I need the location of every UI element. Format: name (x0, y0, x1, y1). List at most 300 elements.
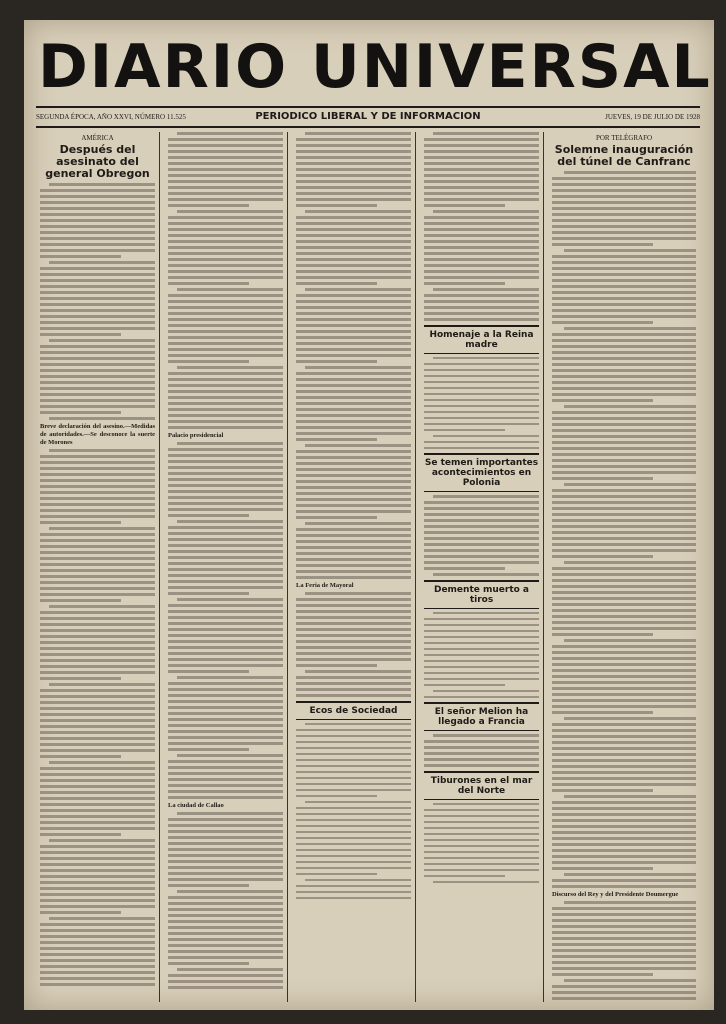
text-line (177, 812, 283, 815)
text-line (424, 549, 539, 552)
text-line (40, 593, 155, 596)
text-line (296, 480, 411, 483)
text-line (552, 783, 696, 786)
text-line (168, 980, 283, 983)
text-line (49, 527, 155, 530)
text-line (168, 902, 283, 905)
text-line (296, 324, 411, 327)
text-line (424, 758, 539, 761)
text-line (552, 423, 696, 426)
text-line (424, 875, 505, 878)
text-line (168, 824, 283, 827)
text-line (424, 192, 539, 195)
text-line (424, 531, 539, 534)
article-headline: El señor Melion ha llegado a Francia (424, 702, 539, 731)
text-line (168, 336, 283, 339)
text-line (168, 144, 283, 147)
text-line (552, 489, 696, 492)
text-line (40, 387, 155, 390)
text-line (168, 216, 283, 219)
text-line (168, 174, 283, 177)
text-line (296, 402, 411, 405)
text-line (168, 544, 283, 547)
text-line (296, 570, 411, 573)
text-line (424, 501, 539, 504)
text-line (40, 629, 155, 632)
text-line (168, 426, 283, 429)
text-line (40, 381, 155, 384)
text-line (296, 735, 411, 738)
text-line (40, 467, 155, 470)
text-line (40, 671, 155, 674)
text-line (40, 899, 155, 902)
text-line (168, 138, 283, 141)
text-line (296, 813, 411, 816)
text-line (296, 186, 411, 189)
text-line (168, 742, 283, 745)
text-line (296, 378, 411, 381)
text-line (168, 408, 283, 411)
text-line (552, 465, 696, 468)
text-line (168, 192, 283, 195)
text-line (433, 612, 539, 615)
text-line (40, 785, 155, 788)
text-line (424, 375, 539, 378)
text-line (40, 599, 121, 602)
text-line (168, 282, 249, 285)
text-line (296, 897, 411, 900)
text-line (424, 684, 505, 687)
text-line (564, 249, 696, 252)
text-line (40, 713, 155, 716)
text-line (552, 687, 696, 690)
text-line (424, 839, 539, 842)
text-line (552, 267, 696, 270)
text-line (49, 183, 155, 186)
text-line (305, 801, 411, 804)
text-line (168, 234, 283, 237)
text-line (424, 246, 539, 249)
text-line (552, 913, 696, 916)
text-line (168, 730, 283, 733)
text-line (168, 920, 283, 923)
text-line (552, 711, 653, 714)
text-line (40, 321, 155, 324)
text-line (168, 908, 283, 911)
text-line (552, 351, 696, 354)
text-line (552, 585, 696, 588)
text-line (305, 723, 411, 726)
text-line (296, 222, 411, 225)
text-line (552, 729, 696, 732)
text-line (40, 845, 155, 848)
text-line (552, 225, 696, 228)
text-line (552, 651, 696, 654)
text-line (40, 809, 155, 812)
text-line (40, 249, 155, 252)
text-line (296, 616, 411, 619)
text-line (552, 363, 696, 366)
text-line (296, 162, 411, 165)
text-line (40, 851, 155, 854)
text-line (296, 622, 411, 625)
article-subheading: Discurso del Rey y del Presidente Doumergue (552, 891, 679, 898)
text-line (40, 947, 155, 950)
text-line (168, 568, 283, 571)
text-line (40, 363, 155, 366)
text-line (424, 863, 539, 866)
text-line (40, 653, 155, 656)
text-line (296, 240, 411, 243)
text-line (40, 905, 155, 908)
text-line (424, 752, 539, 755)
text-line (40, 953, 155, 956)
text-line (552, 207, 696, 210)
text-line (424, 228, 539, 231)
text-line (40, 767, 155, 770)
text-line (40, 719, 155, 722)
text-line (424, 294, 539, 297)
article-body-text (40, 449, 155, 986)
text-line (168, 156, 283, 159)
text-line (168, 150, 283, 153)
text-line (40, 315, 155, 318)
text-line (424, 174, 539, 177)
text-line (552, 279, 696, 282)
text-line (168, 562, 283, 565)
text-line (552, 189, 696, 192)
text-line (552, 417, 696, 420)
text-line (40, 881, 155, 884)
text-line (552, 567, 696, 570)
text-line (40, 965, 155, 968)
text-line (168, 354, 283, 357)
text-line (168, 330, 283, 333)
text-line (177, 366, 283, 369)
text-line (40, 273, 155, 276)
article-subheading: Breve declaración del asesino.—Medidas de autoridades.—Se desconoce la suerte de Morones (40, 423, 155, 446)
text-line (168, 496, 283, 499)
text-line (168, 306, 283, 309)
text-line (552, 459, 696, 462)
text-line (40, 791, 155, 794)
text-line (40, 557, 155, 560)
text-line (433, 495, 539, 498)
text-line (296, 558, 411, 561)
text-line (168, 580, 283, 583)
text-line (40, 959, 155, 962)
text-line (40, 929, 155, 932)
text-line (424, 740, 539, 743)
text-line (40, 563, 155, 566)
text-line (296, 516, 377, 519)
text-line (433, 210, 539, 213)
article-body-text (424, 495, 539, 576)
text-line (296, 396, 411, 399)
text-line (552, 399, 653, 402)
text-line (168, 986, 283, 989)
text-line (296, 540, 411, 543)
text-line (296, 156, 411, 159)
text-line (552, 879, 696, 882)
text-line (168, 878, 283, 881)
text-line (552, 991, 696, 994)
article-headline: Solemne inauguración del túnel de Canfranc (554, 143, 694, 168)
text-line (296, 861, 411, 864)
text-line (424, 429, 505, 432)
text-line (168, 264, 283, 267)
text-line (40, 569, 155, 572)
text-line (552, 961, 696, 964)
text-line (552, 789, 653, 792)
text-line (424, 618, 539, 621)
text-line (40, 611, 155, 614)
text-line (552, 663, 696, 666)
text-line (168, 652, 283, 655)
text-line (424, 405, 539, 408)
text-line (177, 520, 283, 523)
text-line (40, 689, 155, 692)
text-line (168, 836, 283, 839)
text-line (40, 827, 155, 830)
text-line (296, 462, 411, 465)
text-line (40, 351, 155, 354)
text-line (552, 261, 696, 264)
text-line (552, 219, 696, 222)
text-line (40, 309, 155, 312)
text-line (40, 797, 155, 800)
text-line (424, 654, 539, 657)
text-line (168, 604, 283, 607)
text-line (424, 138, 539, 141)
text-line (177, 288, 283, 291)
text-line (296, 348, 411, 351)
text-line (424, 746, 539, 749)
text-line (564, 171, 696, 174)
text-line (424, 216, 539, 219)
text-line (552, 699, 696, 702)
text-line (296, 234, 411, 237)
text-line (552, 591, 696, 594)
text-line (552, 843, 696, 846)
column-2 (164, 132, 288, 1002)
text-line (424, 507, 539, 510)
text-line (564, 717, 696, 720)
text-line (552, 333, 696, 336)
text-line (40, 875, 155, 878)
text-line (305, 879, 411, 882)
text-line (40, 821, 155, 824)
text-line (424, 537, 539, 540)
text-line (40, 863, 155, 866)
text-line (177, 890, 283, 893)
text-line (296, 646, 411, 649)
text-line (296, 552, 411, 555)
text-line (296, 420, 411, 423)
text-line (552, 867, 653, 870)
text-line (433, 690, 539, 693)
text-line (552, 345, 696, 348)
text-line (552, 393, 696, 396)
text-line (552, 177, 696, 180)
text-line (424, 567, 505, 570)
text-line (424, 555, 539, 558)
text-line (40, 707, 155, 710)
text-line (296, 819, 411, 822)
text-line (40, 491, 155, 494)
text-line (168, 246, 283, 249)
text-line (296, 456, 411, 459)
text-line (552, 231, 696, 234)
text-line (552, 753, 696, 756)
text-line (424, 252, 539, 255)
text-line (552, 693, 696, 696)
text-line (296, 360, 377, 363)
text-line (296, 342, 411, 345)
text-line (168, 372, 283, 375)
text-line (40, 869, 155, 872)
text-line (168, 414, 283, 417)
text-line (552, 771, 696, 774)
article-body-text (424, 132, 539, 321)
text-line (552, 669, 696, 672)
text-line (296, 510, 411, 513)
text-line (424, 264, 539, 267)
text-line (40, 237, 155, 240)
text-line (424, 282, 505, 285)
text-line (296, 783, 411, 786)
text-line (552, 441, 696, 444)
text-line (564, 483, 696, 486)
text-line (296, 312, 411, 315)
text-line (424, 369, 539, 372)
text-line (49, 683, 155, 686)
text-line (424, 827, 539, 830)
text-line (296, 408, 411, 411)
text-line (424, 186, 539, 189)
text-line (424, 423, 539, 426)
text-line (40, 411, 121, 414)
text-line (552, 723, 696, 726)
text-line (552, 309, 696, 312)
text-line (40, 393, 155, 396)
text-line (40, 243, 155, 246)
text-line (168, 694, 283, 697)
text-line (424, 815, 539, 818)
article-subheading: La ciudad de Callao (168, 802, 224, 809)
text-line (168, 658, 283, 661)
text-line (40, 983, 155, 986)
text-line (296, 729, 411, 732)
text-line (424, 393, 539, 396)
text-line (168, 796, 283, 799)
text-line (40, 635, 155, 638)
text-line (168, 162, 283, 165)
text-line (40, 303, 155, 306)
text-line (296, 837, 411, 840)
text-line (40, 725, 155, 728)
text-line (40, 375, 155, 378)
text-line (168, 766, 283, 769)
text-line (424, 411, 539, 414)
subheader (36, 110, 700, 124)
text-line (40, 701, 155, 704)
article-headline: Ecos de Sociedad (296, 701, 411, 720)
text-line (552, 357, 696, 360)
text-line (424, 162, 539, 165)
text-line (168, 962, 249, 965)
text-line (40, 743, 155, 746)
article-body-text (424, 803, 539, 884)
article-body-text (40, 183, 155, 420)
text-line (40, 461, 155, 464)
text-line (168, 848, 283, 851)
text-line (296, 598, 411, 601)
text-line (40, 201, 155, 204)
text-line (552, 339, 696, 342)
text-line (296, 807, 411, 810)
text-line (296, 777, 411, 780)
text-line (433, 881, 539, 884)
text-line (552, 201, 696, 204)
text-line (552, 705, 696, 708)
text-line (168, 956, 283, 959)
text-line (296, 747, 411, 750)
text-line (49, 917, 155, 920)
text-line (296, 789, 411, 792)
text-line (552, 627, 696, 630)
text-line (552, 907, 696, 910)
text-line (552, 759, 696, 762)
text-line (296, 849, 411, 852)
text-line (433, 132, 539, 135)
newspaper-page (24, 20, 714, 1010)
text-line (296, 174, 411, 177)
text-line (552, 513, 696, 516)
text-line (168, 490, 283, 493)
text-line (168, 664, 283, 667)
text-line (552, 937, 696, 940)
text-line (564, 795, 696, 798)
text-line (552, 777, 696, 780)
text-line (552, 885, 696, 888)
text-line (168, 270, 283, 273)
text-line (424, 519, 539, 522)
text-line (40, 545, 155, 548)
text-line (296, 855, 411, 858)
text-line (564, 327, 696, 330)
text-line (40, 207, 155, 210)
text-line (40, 659, 155, 662)
text-line (552, 831, 696, 834)
text-line (296, 640, 411, 643)
text-line (296, 825, 411, 828)
text-line (168, 938, 283, 941)
text-line (296, 492, 411, 495)
text-line (177, 968, 283, 971)
text-line (296, 843, 411, 846)
text-line (305, 522, 411, 525)
text-line (40, 551, 155, 554)
text-line (433, 803, 539, 806)
text-line (296, 688, 411, 691)
text-line (552, 861, 696, 864)
text-line (552, 837, 696, 840)
text-line (40, 195, 155, 198)
text-line (168, 700, 283, 703)
text-line (296, 336, 411, 339)
text-line (296, 270, 411, 273)
